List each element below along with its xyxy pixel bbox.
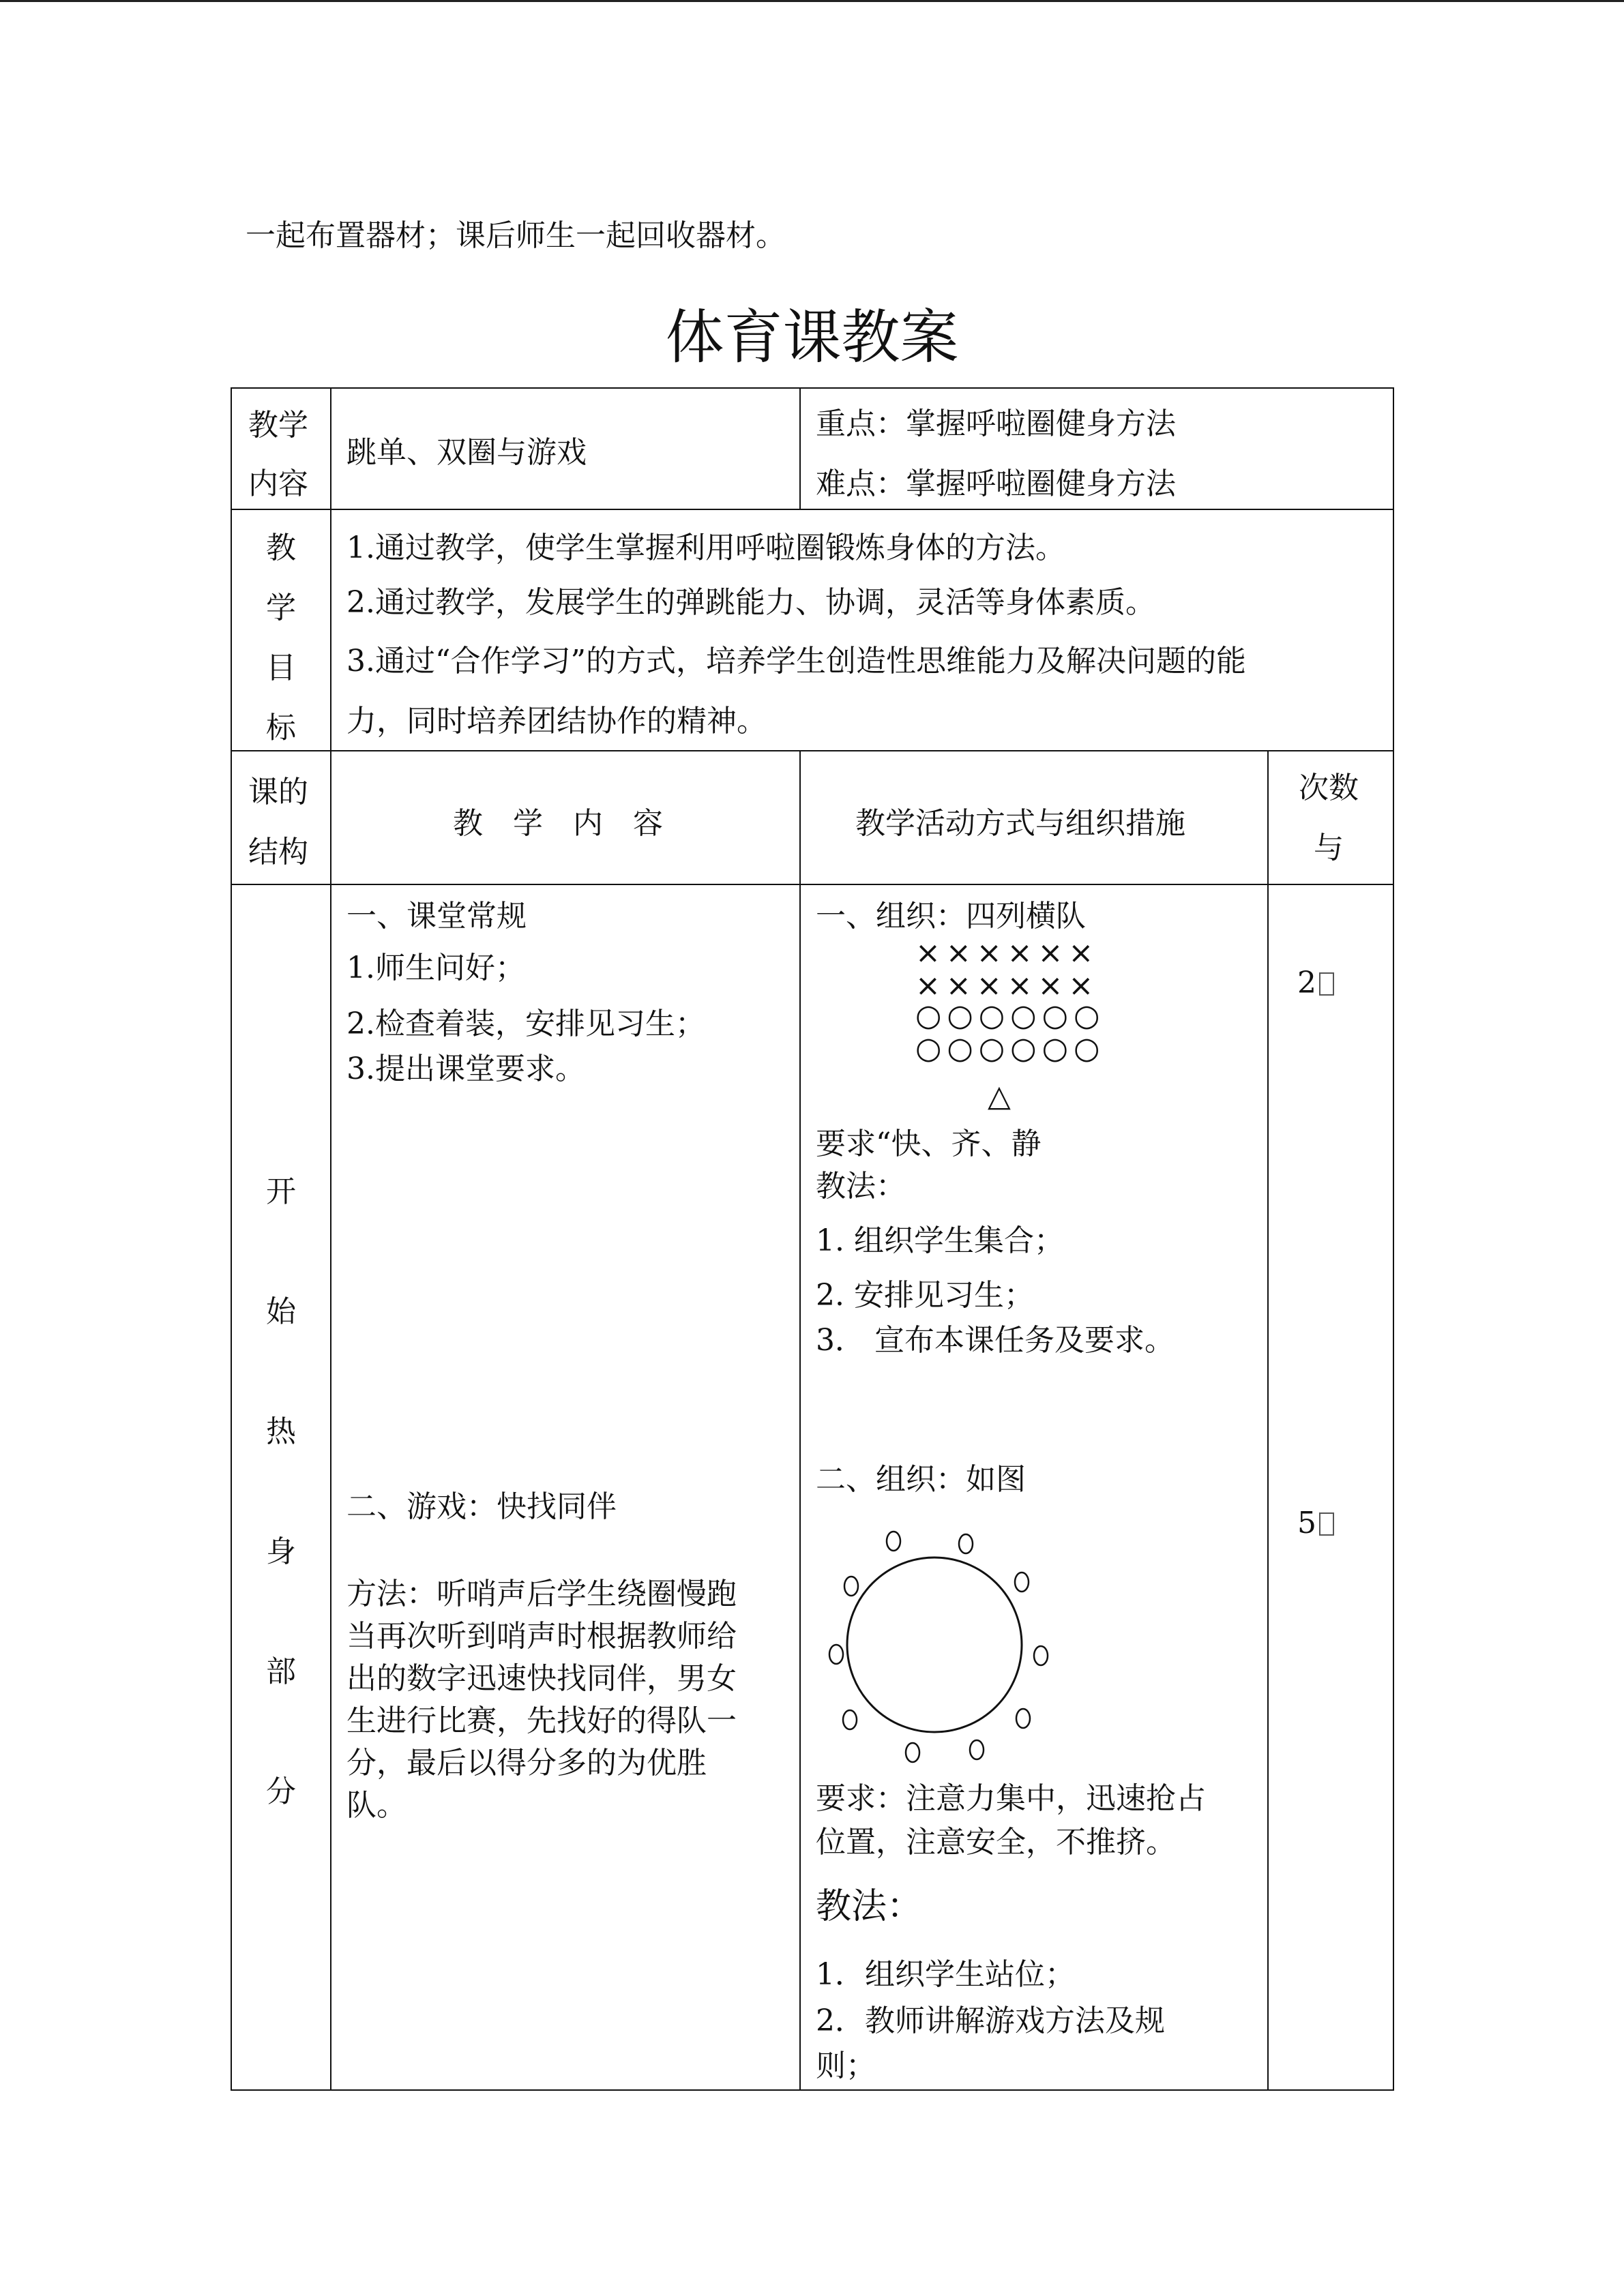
- game-method-line: 方法：听哨声后学生绕圈慢跑: [346, 1577, 737, 1611]
- missing-glyph-box: [1319, 972, 1334, 996]
- activity-1-step: 2. 安排见习生；: [816, 1278, 1034, 1313]
- goal-line: 1.通过教学，使学生掌握利用呼啦圈锻炼身体的方法。: [346, 531, 1065, 565]
- key-point: 重点：掌握呼啦圈健身方法: [816, 406, 1176, 441]
- teacher-marker: △: [988, 1079, 1016, 1114]
- table-line: [799, 750, 801, 2091]
- row2-label-char: 标: [266, 711, 296, 745]
- count-value: [1297, 1508, 1334, 1538]
- count-value: [1297, 968, 1334, 998]
- page-title: 体育课教案: [665, 303, 959, 372]
- section-label-char: 热: [266, 1414, 296, 1449]
- activity-2-method-label: 教法：: [816, 1886, 923, 1927]
- activity-2-title: 二、组织：如图: [816, 1462, 1026, 1497]
- activity-1-step: 3． 宣布本课任务及要求。: [816, 1323, 1175, 1358]
- missing-glyph-box: [1319, 1512, 1334, 1536]
- game-method-line: 分，最后以得分多的为优胜: [346, 1746, 707, 1780]
- formation-row-girls: ○○○○○○: [915, 998, 1106, 1033]
- table-line: [231, 387, 232, 2091]
- table-line: [231, 509, 1394, 510]
- content-routine-title: 一、课堂常规: [346, 899, 527, 934]
- activity-2-requirement-line: 位置，注意安全，不推挤。: [816, 1825, 1176, 1860]
- table-line: [799, 387, 801, 510]
- table-line: [231, 884, 1394, 885]
- activity-1-step: 1. 组织学生集合；: [816, 1223, 1064, 1258]
- game-method-line: 当再次听到哨声时根据教师给: [346, 1619, 737, 1654]
- student-marker: [1034, 1646, 1048, 1665]
- table-line: [1393, 387, 1394, 2091]
- content-game-title: 二、游戏：快找同伴: [346, 1489, 617, 1524]
- activity-1-method-label: 教法：: [816, 1169, 906, 1204]
- formation-row-boys: ××××××: [915, 968, 1099, 1003]
- table-line: [330, 387, 331, 2091]
- structure-header-line1: 课的: [248, 775, 308, 809]
- activity-header: 教学活动方式与组织措施: [855, 806, 1185, 841]
- activity-2-step: 2．教师讲解游戏方法及规: [816, 2003, 1165, 2038]
- goal-line: 2.通过教学，发展学生的弹跳能力、协调，灵活等身体素质。: [346, 585, 1155, 620]
- goal-line: 3.通过“合作学习”的方式，培养学生创造性思维能力及解决问题的能: [346, 644, 1246, 679]
- student-marker: [829, 1645, 843, 1664]
- activity-2-requirement-line: 要求：注意力集中，迅速抢占: [816, 1781, 1206, 1816]
- running-circle: [847, 1557, 1022, 1732]
- row2-label-char: 学: [266, 591, 296, 625]
- section-label-char: 分: [266, 1774, 296, 1809]
- student-marker: [1015, 1572, 1029, 1592]
- row2-label-char: 教: [266, 531, 296, 565]
- student-marker: [887, 1532, 900, 1551]
- circle-game-diagram: [818, 1521, 1071, 1773]
- section-label-char: 部: [266, 1654, 296, 1689]
- header-text: 一起布置器材；课后师生一起回收器材。: [246, 218, 786, 253]
- activity-formation-title: 一、组织：四列横队: [816, 899, 1086, 934]
- student-marker: [1016, 1709, 1030, 1728]
- row2-label-char: 目: [266, 651, 296, 685]
- row1-label-line1: 教学: [248, 408, 308, 443]
- section-label-char: 身: [266, 1534, 296, 1569]
- activity-2-step: 则；: [816, 2048, 876, 2083]
- table-line: [1267, 750, 1269, 2091]
- count-number: 2: [1297, 966, 1316, 1000]
- student-marker: [970, 1740, 984, 1759]
- structure-header-line2: 结构: [248, 835, 308, 869]
- game-method-line: 生进行比赛，先找好的得队一: [346, 1703, 737, 1738]
- count-header-line2: 与: [1314, 831, 1344, 865]
- row1-label-line2: 内容: [248, 466, 308, 501]
- section-label-char: 始: [266, 1294, 296, 1329]
- teaching-content: 跳单、双圈与游戏: [346, 435, 587, 470]
- content-header: 教 学 内 容: [453, 806, 663, 841]
- count-number: 5: [1297, 1506, 1316, 1540]
- content-routine-item: 2.检查着装，安排见习生；: [346, 1007, 705, 1041]
- table-line: [231, 2089, 1394, 2091]
- student-marker: [844, 1577, 858, 1596]
- game-method-line: 队。: [346, 1788, 407, 1823]
- game-method-line: 出的数字迅速快找同伴，男女: [346, 1661, 737, 1696]
- formation-row-boys: ××××××: [915, 936, 1099, 970]
- student-marker: [959, 1534, 973, 1553]
- formation-row-girls: ○○○○○○: [915, 1031, 1106, 1066]
- page-top-border: [0, 0, 1624, 2]
- table-line: [231, 387, 1394, 389]
- difficulty-point: 难点：掌握呼啦圈健身方法: [816, 466, 1176, 501]
- content-routine-item: 1.师生问好；: [346, 951, 525, 985]
- activity-2-step: 1．组织学生站位；: [816, 1957, 1075, 1992]
- student-marker: [906, 1743, 919, 1762]
- count-header-line1: 次数: [1299, 771, 1359, 805]
- student-marker: [843, 1710, 857, 1729]
- table-line: [231, 750, 1394, 751]
- activity-1-requirement: 要求“快、齐、静: [816, 1127, 1042, 1161]
- goal-line: 力，同时培养团结协作的精神。: [346, 704, 767, 739]
- section-label-char: 开: [266, 1174, 296, 1209]
- content-routine-item: 3.提出课堂要求。: [346, 1052, 585, 1086]
